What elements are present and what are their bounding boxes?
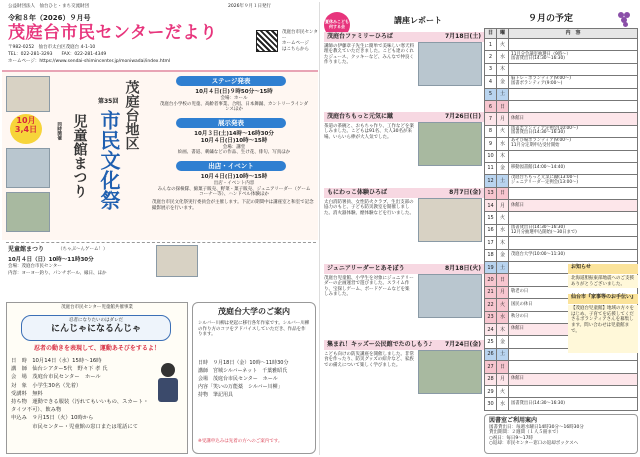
schedule-day: 2 [485,51,497,63]
report-item-2-photo [418,122,482,166]
schedule-day: 11 [485,162,497,174]
report-item-4 [324,264,484,298]
schedule-weekday: 日 [497,361,509,373]
report-item-3-header [324,188,484,198]
schedule-weekday: 月 [497,286,509,298]
schedule-row [485,138,638,150]
schedule-weekday: 金 [497,336,509,348]
college-date: 日時 ９月18日（金）10時～11時30分 [198,360,289,366]
schedule-table [484,28,638,411]
schedule-content [509,187,638,199]
ninja-illustration [155,363,181,403]
report-item-1-text: 講師の伊藤章子先生に簡単で美味しい寒天料理を教えていただきました。こども達のくれたジュース、クッキーなど、みんなで仲良く作りました。 [324,43,414,66]
schedule-row [485,125,638,137]
schedule-content: あそび場ボランティア(9:00～) 11月分定期申込受付開始 [509,138,638,150]
schedule-content [509,212,638,224]
org-name: 公益財団法人 仙台ひと・まち交流財団 [8,4,89,9]
schedule-row [485,398,638,410]
schedule-weekday: 月 [497,373,509,385]
schedule-weekday: 水 [497,398,509,410]
library-period: 貸出期間：２週間（１人５冊まで） [489,430,561,436]
report-item-4-header [324,264,484,274]
schedule-row [485,187,638,199]
announce-head-2: 仙台市『家事等のお手伝い』 [568,294,638,304]
schedule-content: 11月分会議室抽選日（9時～） 図書貸出日(14:30～16:30) [509,51,638,63]
schedule-day: 13 [485,187,497,199]
qr-code[interactable] [256,30,278,52]
report-item-2-text: 茶道の茶碗と、おもちゃ作り、工作などを楽しみました。こどもは91名、大人30名が来場。いらいら棒が大人気でした。 [324,123,414,140]
qr-caption: 茂庭台市民センター ホームページ はこちらから [282,30,318,52]
schedule-content: 脳トレ・ボランティア(9:00～) 図書ボランティア(9:00～) [509,76,638,88]
schedule-weekday: 土 [497,88,509,100]
schedule-content: 敬老の日 [509,286,638,298]
schedule-content: 休館日 [509,200,638,212]
kids-desc: 内容：ヨーヨー釣り、パンチボール、縁日、ほか [8,271,107,276]
report-item-4-photo [418,274,482,318]
festival-photo-2 [6,148,50,188]
report-item-2-date: 7月26日(日) [444,113,481,120]
exhibit-desc: 絵画、書道、刺繍などの作品、生け花、俳句、写真ほか [177,150,291,156]
college-details [198,359,310,399]
phone-fax: TEL：022-281-3293 FAX：022-281-4349 [8,52,107,57]
schedule-weekday: 水 [497,311,509,323]
stall-time: 10月４日(日)10時～15時 [200,174,268,181]
schedule-content [509,39,638,51]
ninja-place: 会 場 茂庭台市民センター ホール [11,374,101,381]
schedule-weekday: 土 [497,175,509,187]
report-item-1-header [324,32,484,42]
festival-name-3: 児童館まつり [71,114,88,198]
college-note: ※受講申込みは先着の方へのご案内です。 [198,439,283,444]
schedule-weekday: 日 [497,274,509,286]
schedule-row [485,39,638,51]
schedule-day: 15 [485,212,497,224]
schedule-content: 図書貸出日(14:30～16:30) 12月分抽選申込開始(～30日まで) [509,224,638,236]
grape-illustration [614,8,636,30]
festival-note: 茂庭台市民文化祭実行委員会が主催します。下記の期間中は講座室と和室で記念撮影展示を行います。 [152,200,314,211]
schedule-day: 23 [485,311,497,323]
ninja-lead: 忍者の動きを表現して、運動あそびをするよ！ [34,345,160,352]
schedule-day: 3 [485,63,497,75]
schedule-day: 21 [485,286,497,298]
schedule-day: 10 [485,150,497,162]
schedule-row [485,51,638,63]
schedule-content [509,100,638,112]
report-item-3-photo [418,198,482,242]
schedule-day: 30 [485,398,497,410]
library-return: ○返却：市民センター窓口の返却ボックスへ [489,441,579,447]
announce-text-1: 北海道胆振東部地震へのご支援ありがとうございました。 [568,275,638,288]
library-open: 図書貸出日：毎週水曜日14時30分～16時30分 [489,424,584,430]
festival-sub: 同時開催 [56,122,62,140]
schedule-row [485,113,638,125]
era-label: 令和８年（2026）９月号 [8,14,91,22]
schedule-weekday: 火 [497,39,509,51]
ninja-title: にんじゃになるんじゃ [50,323,141,334]
schedule-day: 27 [485,361,497,373]
ninja-catch: 忍者になりたいのはダレだ [69,318,123,323]
schedule-row [485,237,638,249]
stage-heading: ステージ発表 [176,76,286,86]
schedule-row [485,373,638,385]
schedule-weekday: 土 [497,262,509,274]
schedule-content: 国民の休日 [509,299,638,311]
festival-nth: 第35回 [98,98,119,105]
schedule-day: 8 [485,125,497,137]
schedule-weekday: 日 [497,187,509,199]
college-section [192,302,316,454]
schedule-weekday: 火 [497,299,509,311]
schedule-day: 28 [485,373,497,385]
address: 〒982-0252 仙台市太白区茂庭台 4-1-10 [8,45,96,50]
schedule-content [509,385,638,397]
schedule-weekday: 水 [497,224,509,236]
report-item-3 [324,188,484,216]
schedule-row [485,150,638,162]
schedule-weekday: 金 [497,249,509,261]
schedule-row [485,162,638,174]
exhibit-heading: 展示発表 [176,118,286,128]
schedule-content: 茂庭台ちもっと元気に蹴(13:00～) ジュニアリーダー定例会(13:00～) [509,175,638,187]
college-content: 内容「笑いの万能薬 シルバー川柳」 [198,384,283,390]
college-desc: シルバー川柳は発起に移行各年作家です。シルバー川柳の作り方のコツをアドバイスしていただき、作品を作ります。 [198,321,310,338]
schedule-weekday: 土 [497,348,509,360]
schedule-content: 休館日 [509,323,638,335]
schedule-day: 9 [485,138,497,150]
schedule-content: 図書ボランティア定例会(10:00～) 図書貸出日(14:30～16:30) [509,125,638,137]
schedule-day: 24 [485,323,497,335]
report-item-5-date: 7月24日(金) [444,341,481,348]
schedule-content [509,88,638,100]
stall-desc: 出店・イベント内容 みんなの探検隊、綿菓子販売、野菜・菓子販売、ジュニアリーダー（ゲームコーナー等）、ハンドベル体験ほか [157,181,311,198]
schedule-day: 16 [485,224,497,236]
schedule-day: 26 [485,348,497,360]
schedule-content: 休館日 [509,113,638,125]
stage-time: 10月４日(日)９時50分～15時 [195,89,273,96]
stage-place: 会場：ホール [220,96,248,101]
schedule-content: 移動図書館(14:00～14:40) [509,162,638,174]
kids-festival [6,242,316,280]
festival-photo-3 [6,192,50,232]
schedule-header-day: 日 [485,29,497,39]
report-item-3-text: 太白消防署員、女性防火クラブ、生出支部の協力のもと、子ども防災教室を開催しました。消火器体験、煙体験などを行いました。 [324,199,414,216]
schedule-content: 休館日 [509,373,638,385]
stage-desc: 茂庭台小学校の児童、高齢者事業、合唱、日本舞踊、カントリーラインダンスほか [159,101,309,113]
report-item-5-text: こども向けの防災講座を開催しました。非常食を作ったり、防災グッズの紹介など、家族での備えについて楽しく学びました。 [324,351,414,368]
college-title: 茂庭台大学のご案内 [218,307,290,316]
schedule-header-content: 内 容 [509,29,638,39]
schedule-weekday: 木 [497,150,509,162]
schedule-day: 22 [485,299,497,311]
schedule-title: ９月の予定 [528,14,574,24]
schedule-content [509,150,638,162]
exhibit-time-2: 10月４日(日)10時～15時 [200,137,268,144]
schedule-weekday: 水 [497,51,509,63]
schedule-body [485,39,638,411]
report-item-2-header [324,112,484,122]
report-item-2-name: 茂庭台ちもっと元気に蹴 [327,113,394,120]
schedule-weekday: 月 [497,113,509,125]
schedule-content: 図書貸出日(14:30～16:30) [509,398,638,410]
issue-date: 2026年９月１日発行 [228,4,271,9]
schedule-day: 7 [485,113,497,125]
ninja-section [6,302,188,454]
festival-name-2: 市民文化祭 [97,110,121,210]
ninja-title-box [21,315,171,341]
kids-time: 10月４日（日）10時～11時30分 [8,257,94,263]
schedule-row [485,76,638,88]
schedule-weekday: 木 [497,63,509,75]
schedule-content [509,361,638,373]
kids-sub: （ちゃぶ～んゲーム！） [58,247,108,252]
left-page [2,2,320,455]
report-item-1 [324,32,484,66]
ninja-details [11,357,151,431]
report-item-4-text: 茂庭台児童館、小学生を対象にジュニアリーダーの企画運営で遊びました。スライム作り、宝探しゲーム、ボードゲームなどを楽しみました。 [324,275,414,298]
college-lecturer: 講師 宮城シルバーネット 千葉雅昭氏 [198,368,288,374]
schedule-row [485,175,638,187]
festival-title-block [52,76,144,236]
schedule-day: 12 [485,175,497,187]
report-item-2 [324,112,484,140]
schedule-day: 6 [485,100,497,112]
ninja-fee: 受講料 無料 [11,390,43,397]
schedule-content [509,237,638,249]
ninja-lecturer: 講 師 仙台シアター5代 野々下 孝 氏 [11,366,108,373]
schedule-weekday: 月 [497,200,509,212]
schedule-weekday: 日 [497,100,509,112]
ninja-bring: 持ち物 運動できる服装（汚れてもいいもの、スカート・タイツ不可）、飲み物 [11,399,149,414]
festival-photo-1 [6,76,50,112]
library-holiday: ○祝日：毎日9～17時 [489,435,534,441]
report-item-5-photo [418,350,482,394]
schedule-content: 茂庭台大学(10:00～11:30) [509,249,638,261]
schedule-content: 秋分の日 [509,311,638,323]
exhibit-time-1: 10月３日(土)14時～16時30分 [194,131,274,137]
schedule-day: 1 [485,39,497,51]
schedule-weekday: 火 [497,125,509,137]
announce-head: お知らせ [568,264,638,274]
report-item-5-name: 集まれ！キッズー公民館でたのしもう♪ [327,341,433,348]
schedule-weekday: 木 [497,237,509,249]
report-item-5-header [324,340,484,350]
schedule-weekday: 火 [497,385,509,397]
schedule-day: 29 [485,385,497,397]
schedule-content [509,63,638,75]
schedule-row [485,224,638,236]
report-item-5 [324,340,484,368]
schedule-table-wrap [484,28,638,411]
ninja-tag: 茂庭台市民センター児童館共催事業 [61,305,133,310]
kids-heading: 児童館まつり [8,246,45,253]
report-item-3-name: もにわっこ体験ひろば [327,189,387,196]
schedule-weekday: 水 [497,138,509,150]
exhibit-place: 会場：講堂 [222,144,246,150]
report-item-4-date: 8月18日(火) [444,265,481,272]
schedule-weekday: 金 [497,76,509,88]
homepage-url: ホームページ：https://www.sendai-shimincenter.jp/moniwadai/index.html [8,59,171,64]
library-title: 図書室ご利用案内 [489,417,538,424]
schedule-row [485,100,638,112]
right-page [322,2,640,455]
schedule-day: 4 [485,76,497,88]
announce-text-2: 【茂庭台児童館】地域の方々をはじめ、子育てを応援してくださるボランティアさんを募集します。問い合わせは児童館まで。 [568,305,638,353]
report-title: 講座レポート [394,16,442,25]
schedule-row [485,361,638,373]
schedule-row [485,212,638,224]
newsletter-title: 茂庭台市民センターだより [8,23,218,43]
ninja-apply: 申込み ９月15日（火）10時から 市民センター・児童館の窓口または電話にて [11,415,138,430]
schedule-day: 18 [485,249,497,261]
library-info [484,414,638,454]
schedule-day: 20 [485,274,497,286]
report-item-1-date: 7月18日(土) [444,33,481,40]
kids-place: 会場：茂庭台市民センター [8,264,62,269]
schedule-weekday: 金 [497,162,509,174]
schedule-day: 25 [485,336,497,348]
report-item-4-name: ジュニアリーダーとあそぼう [327,265,405,272]
report-item-3-date: 8月7日(金) [449,189,481,196]
schedule-row [485,200,638,212]
schedule-row [485,249,638,261]
ninja-date: 日 時 10月14日（水）15時～16時 [11,358,102,364]
schedule-day: 5 [485,88,497,100]
date-badge: 10月 3,4日 [10,114,42,144]
report-tag: 夏休みこども何する会 [324,12,350,38]
college-place: 会場 茂庭台市民センター ホール [198,376,278,382]
schedule-day: 14 [485,200,497,212]
report-list [324,32,484,452]
report-item-1-name: 茂庭台ファミリーひろば [327,33,393,40]
stall-heading: 出店・イベント [176,161,286,171]
ninja-target: 対 象 小学生30名（先着） [11,382,82,389]
kids-photo [156,245,198,277]
schedule-day: 17 [485,237,497,249]
report-item-1-photo [418,42,482,86]
festival-name-1: 茂庭台地区 [123,80,140,150]
schedule-day: 19 [485,262,497,274]
festival-details [152,76,316,198]
schedule-weekday: 火 [497,212,509,224]
schedule-weekday: 木 [497,323,509,335]
schedule-row [485,88,638,100]
schedule-row [485,63,638,75]
schedule-row [485,385,638,397]
schedule-header-weekday: 曜 [497,29,509,39]
college-fee: 持物 筆記用具 [198,392,234,398]
